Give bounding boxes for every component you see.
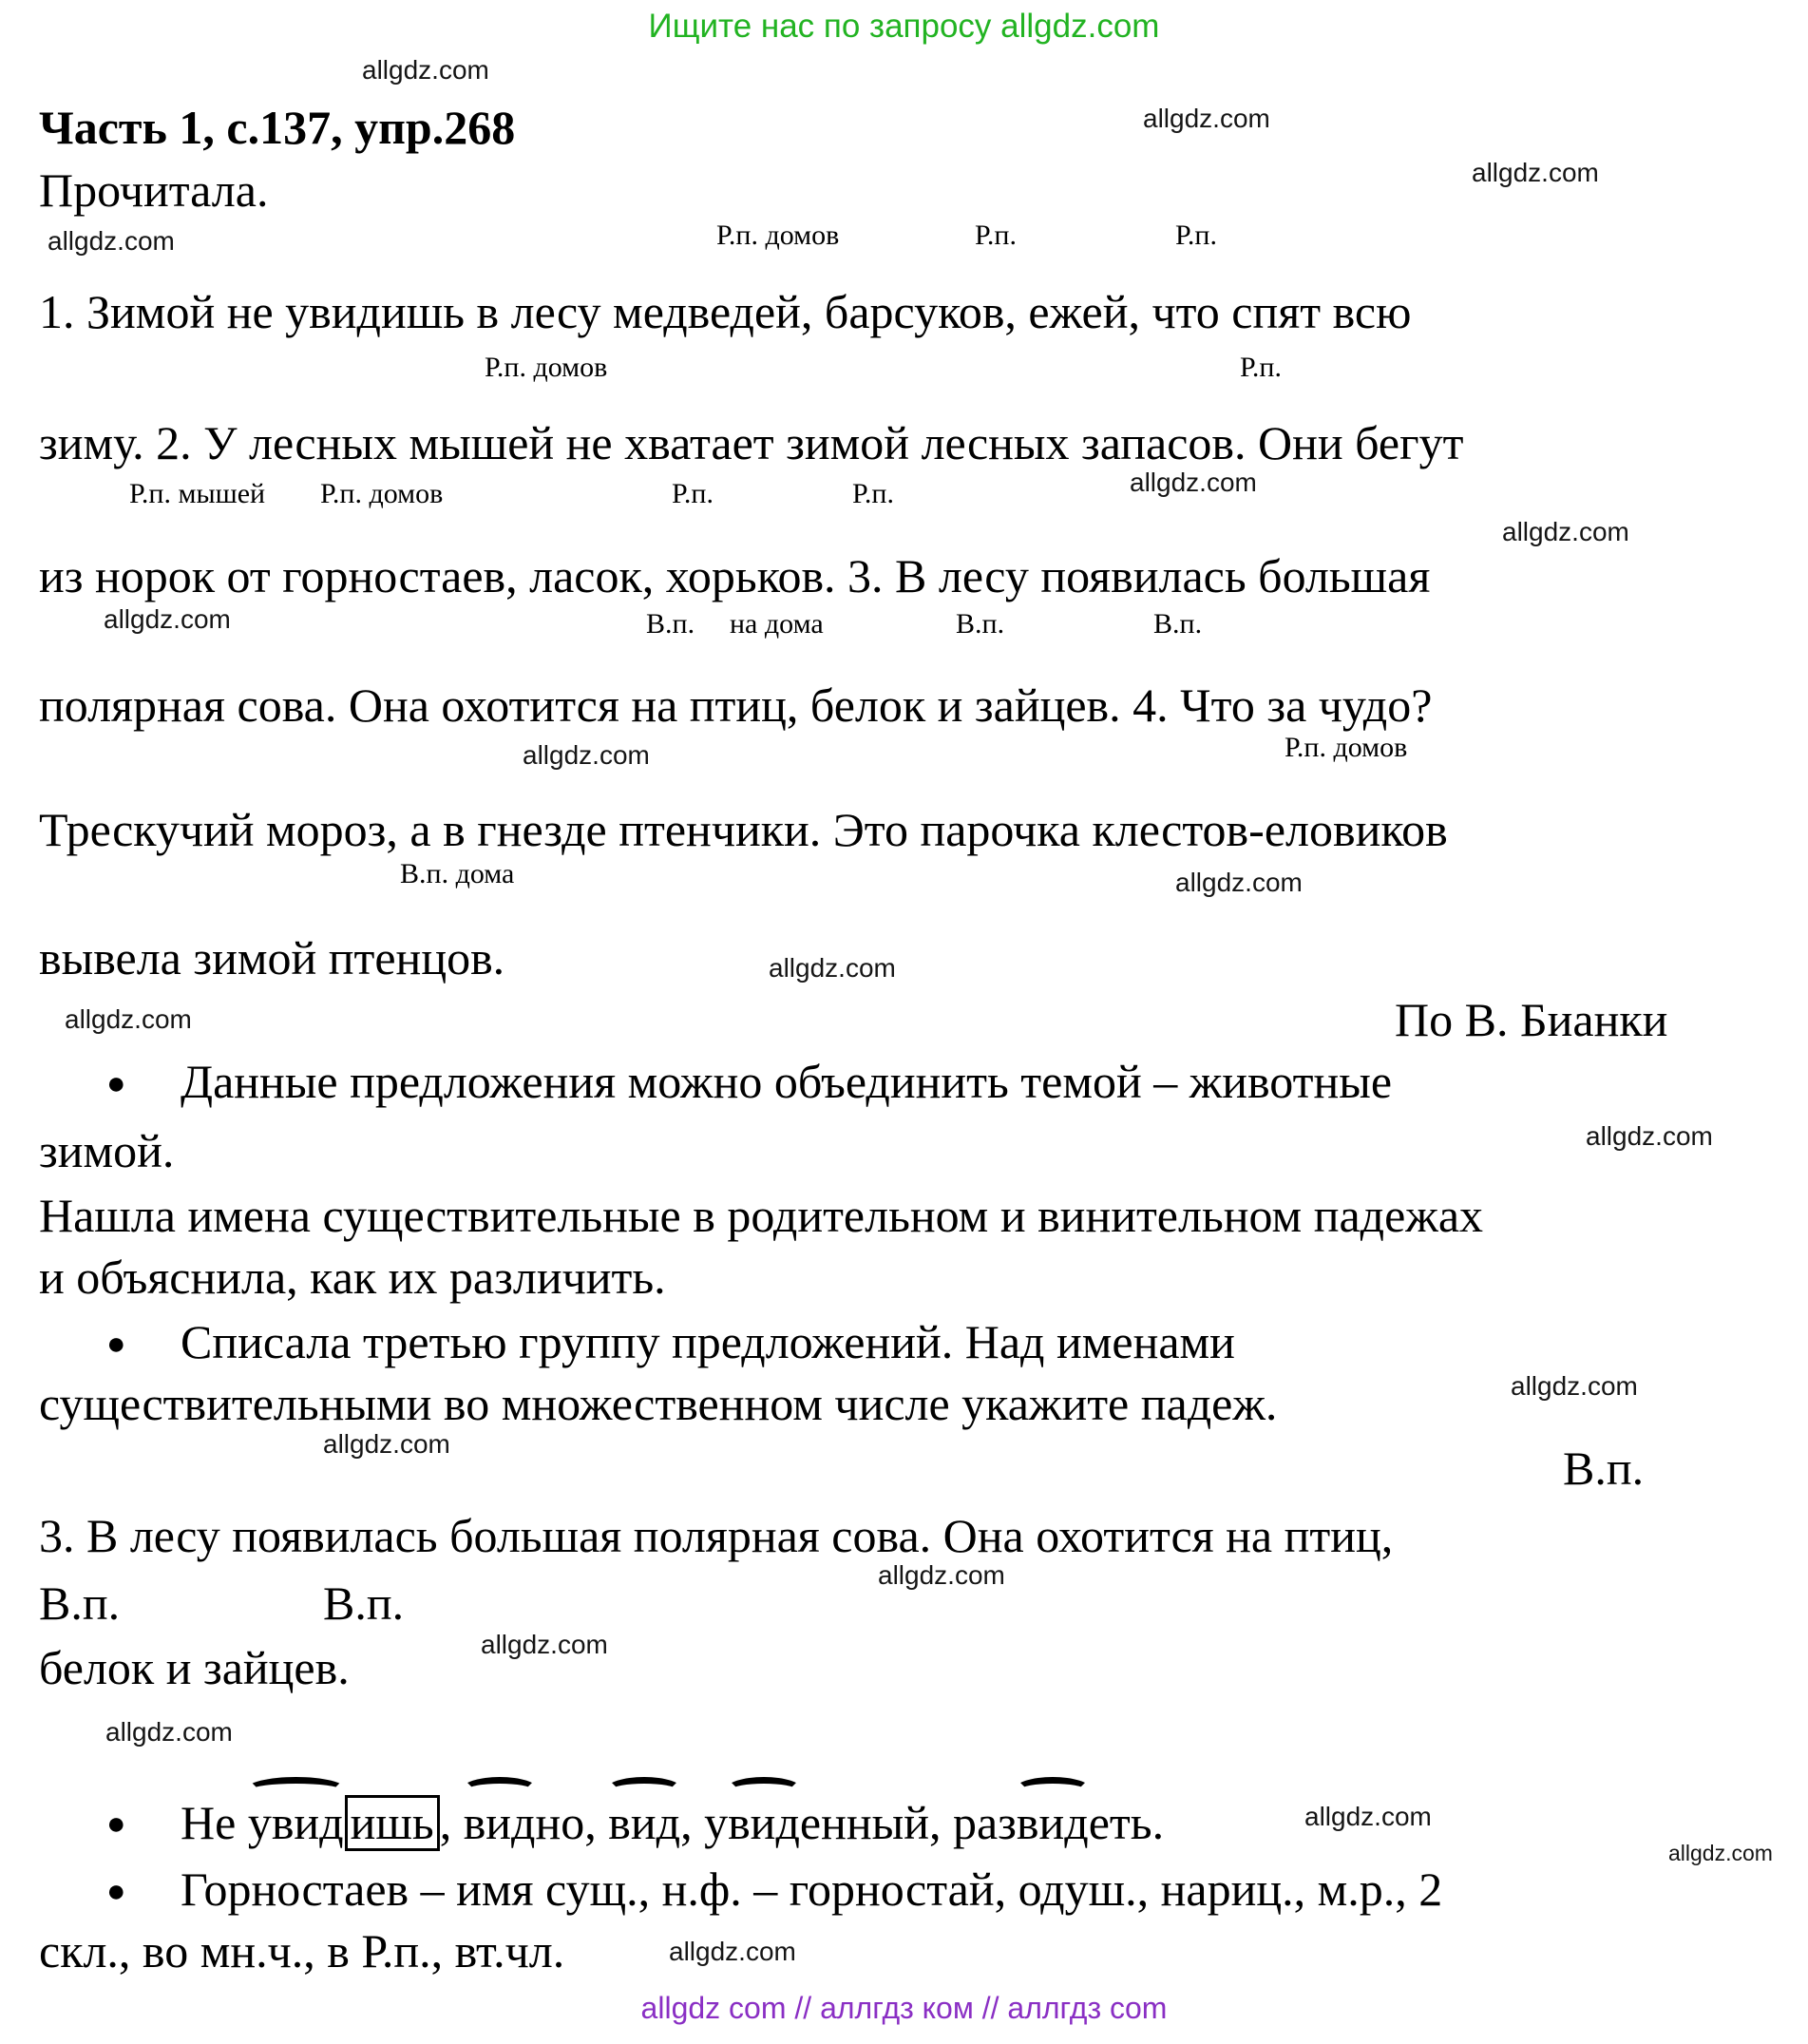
case-annotation: Р.п. домов [716, 220, 840, 251]
word-prefix: раз [952, 1796, 1017, 1849]
watermark: allgdz.com [1304, 1802, 1432, 1831]
word-family-line [181, 1795, 1164, 1851]
case-label-vp-a: В.п. [39, 1576, 121, 1630]
watermark: allgdz.com [878, 1560, 1005, 1590]
watermark: allgdz.com [1472, 158, 1599, 187]
word-rest: но [535, 1796, 585, 1849]
exercise-title: Часть 1, с.137, упр.268 [39, 101, 516, 154]
case-annotation: Р.п. домов [320, 478, 444, 509]
case-annotation: В.п. [646, 608, 695, 640]
watermark: allgdz.com [1511, 1371, 1638, 1401]
text-line-6: вывела зимой птенцов. [39, 931, 505, 984]
text-line-1: 1. Зимой не увидишь в лесу медведей, барсуков, ежей, что спят всю [39, 285, 1412, 338]
copied-sentence-line-1: 3. В лесу появилась большая полярная сова. Она охотится на птиц, [39, 1509, 1394, 1562]
answer-copied-line-2: существительными во множественном числе укажите падеж. [39, 1377, 1278, 1430]
separator: , [928, 1796, 953, 1849]
word-rest: еть [1088, 1796, 1152, 1849]
watermark: allgdz.com [669, 1937, 796, 1966]
intro-line: Прочитала. [39, 163, 269, 217]
case-label-vp-right: В.п. [1563, 1442, 1645, 1495]
ending-box: ишь [345, 1795, 440, 1851]
root-morpheme: вид [608, 1796, 681, 1849]
word-prefix: у [704, 1796, 729, 1849]
case-annotation: Р.п. [975, 220, 1017, 251]
watermark: allgdz.com [65, 1004, 192, 1034]
case-annotation: Р.п. домов [1285, 732, 1408, 763]
watermark: allgdz.com [523, 740, 650, 770]
text-line-5: Трескучий мороз, а в гнезде птенчики. Это парочка клестов-еловиков [39, 803, 1448, 856]
answer-theme-line-2: зимой. [39, 1124, 175, 1177]
promo-banner: Ищите нас по запросу allgdz.com [648, 8, 1160, 45]
watermark: allgdz.com [323, 1429, 450, 1459]
case-annotation: Р.п. [672, 478, 714, 509]
case-annotation: на дома [730, 608, 824, 640]
morphology-line-2: скл., во мн.ч., в Р.п., вт.чл. [39, 1924, 565, 1977]
text-line-3: из норок от горностаев, ласок, хорьков. 3. В лесу появилась большая [39, 549, 1431, 602]
answer-copied-line-1: Списала третью группу предложений. Над именами [181, 1315, 1235, 1368]
bullet-marker: ● [106, 1874, 126, 1909]
copied-sentence-line-2: белок и зайцев. [39, 1641, 350, 1694]
root-morpheme: вид [463, 1796, 536, 1849]
watermark: allgdz.com [362, 55, 489, 85]
word-rest: енный [799, 1796, 929, 1849]
watermark: allgdz.com [1668, 1841, 1773, 1865]
text-line-2: зиму. 2. У лесных мышей не хватает зимой лесных запасов. Они бегут [39, 416, 1464, 469]
case-annotation: В.п. [1153, 608, 1203, 640]
case-label-vp-b: В.п. [323, 1576, 405, 1630]
period: . [1151, 1796, 1165, 1849]
author-line: По В. Бианки [1395, 993, 1668, 1046]
separator: , [584, 1796, 609, 1849]
bullet-marker: ● [106, 1327, 126, 1362]
case-annotation: Р.п. [852, 478, 894, 509]
case-annotation: Р.п. [1175, 220, 1217, 251]
root-morpheme: вид [728, 1796, 800, 1849]
root-morpheme: увид [247, 1796, 344, 1849]
watermark: allgdz.com [1586, 1121, 1713, 1151]
separator: , [680, 1796, 705, 1849]
case-annotation: В.п. [956, 608, 1005, 640]
root-morpheme: вид [1016, 1796, 1089, 1849]
watermark: allgdz.com [1143, 104, 1270, 133]
word-lead: Не [181, 1796, 248, 1849]
answer-found-line-2: и объяснила, как их различить. [39, 1251, 666, 1304]
case-annotation: Р.п. мышей [129, 478, 266, 509]
watermark: allgdz.com [48, 226, 175, 256]
answer-theme-line-1: Данные предложения можно объединить темой – животные [181, 1055, 1393, 1108]
watermark: allgdz.com [1502, 517, 1629, 546]
answer-found-line-1: Нашла имена существительные в родительном и винительном падежах [39, 1189, 1484, 1242]
footer-links: allgdz com // аллгдз ком // аллгдз com [640, 1991, 1168, 2025]
case-annotation: В.п. дома [400, 858, 515, 889]
bullet-marker: ● [106, 1066, 126, 1101]
watermark: allgdz.com [1175, 868, 1303, 897]
watermark: allgdz.com [481, 1630, 608, 1659]
watermark: allgdz.com [105, 1717, 233, 1747]
bullet-marker: ● [106, 1806, 126, 1842]
case-annotation: Р.п. [1240, 352, 1282, 383]
text-line-4: полярная сова. Она охотится на птиц, белок и зайцев. 4. Что за чудо? [39, 678, 1433, 732]
watermark: allgdz.com [1130, 468, 1257, 497]
morphology-line-1: Горностаев – имя сущ., н.ф. – горностай, одуш., нариц., м.р., 2 [181, 1863, 1443, 1916]
separator: , [439, 1796, 464, 1849]
watermark: allgdz.com [104, 604, 231, 634]
watermark: allgdz.com [769, 953, 896, 983]
case-annotation: Р.п. домов [485, 352, 608, 383]
